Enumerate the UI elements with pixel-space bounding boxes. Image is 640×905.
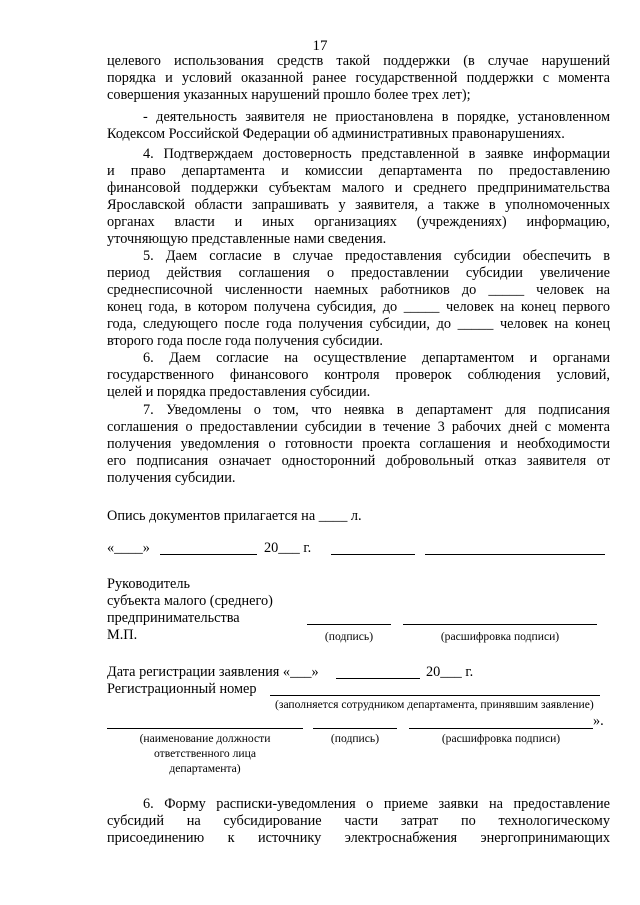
registration-month-blank: [336, 678, 420, 679]
text-line: года, следующего после года получения субсидии, до _____ человек на конец: [107, 316, 610, 332]
date-day: «____»: [107, 540, 150, 556]
text-line: второго года после года получения субсидии.: [107, 333, 383, 349]
text-line: получения уведомления о готовности проекта соглашения и необходимости: [107, 436, 610, 452]
text-line: период действия соглашения о предоставлении субсидии увеличение: [107, 265, 610, 281]
text-line: Кодексом Российской Федерации об административных правонарушениях.: [107, 126, 565, 142]
inventory-line: Опись документов прилагается на ____ л.: [107, 508, 362, 524]
head-signature-blank: [307, 624, 391, 625]
caption-position: департамента): [169, 762, 241, 775]
text-line: порядка и условий оказанной ранее государственной поддержки с момента: [107, 70, 610, 86]
registration-number-label: Регистрационный номер: [107, 681, 257, 697]
signature-role: предпринимательства: [107, 610, 240, 626]
closing-quote: ».: [593, 713, 604, 729]
text-line: получения субсидии.: [107, 470, 236, 486]
official-signature-blank: [313, 728, 397, 729]
official-decoding-blank: [409, 728, 593, 729]
text-line: финансовой поддержки субъектам малого и среднего предпринимательства: [107, 180, 610, 196]
text-line: уточняющую представленные нами сведения.: [107, 231, 387, 247]
name-blank: [425, 554, 605, 555]
page-number: 17: [312, 38, 328, 54]
text-line: 6. Даем согласие на осуществление департаментом и органами: [143, 350, 610, 366]
text-line: и право департамента и комиссии департамента по предоставлению: [107, 163, 610, 179]
caption-official-decoding: (расшифровка подписи): [441, 732, 561, 745]
signature-role: субъекта малого (среднего): [107, 593, 273, 609]
stamp-label: М.П.: [107, 627, 138, 643]
signature-role: Руководитель: [107, 576, 191, 592]
text-line: 5. Даем согласие в случае предоставления субсидии обеспечить в: [143, 248, 610, 264]
caption-position: (наименование должности: [139, 732, 271, 745]
text-line: субсидий на субсидирование части затрат по технологическому: [107, 813, 610, 829]
text-line: 4. Подтверждаем достоверность представленной в заявке информации: [143, 146, 610, 162]
head-decoding-blank: [403, 624, 597, 625]
text-line: соглашения о предоставлении субсидии в течение 3 рабочих дней с момента: [107, 419, 610, 435]
caption-signature: (подпись): [324, 630, 374, 643]
caption-decoding: (расшифровка подписи): [440, 630, 560, 643]
text-line: 7. Уведомлены о том, что неявка в департамент для подписания: [143, 402, 610, 418]
caption-official-signature: (подпись): [330, 732, 380, 745]
text-line: присоединению к источнику электроснабжения энергопринимающих: [107, 830, 610, 846]
text-line: совершения указанных нарушений прошло более трех лет);: [107, 87, 471, 103]
registration-number-blank: [270, 695, 600, 696]
text-line: 6. Форму расписки-уведомления о приеме заявки на предоставление: [143, 796, 610, 812]
text-line: целевого использования средств такой поддержки (в случае нарушений: [107, 53, 610, 69]
caption-position: ответственного лица: [154, 747, 256, 760]
date-month-blank: [160, 554, 257, 555]
registration-year: 20___ г.: [426, 664, 474, 680]
text-line: органах власти и иных организациях (учреждениях) информацию,: [107, 214, 610, 230]
text-line: его подписания означает односторонний добровольный отказ заявителя от: [107, 453, 610, 469]
text-line: - деятельность заявителя не приостановлена в порядке, установленном: [143, 109, 610, 125]
text-line: целей и порядка предоставления субсидии.: [107, 384, 371, 400]
text-line: среднесписочной численности наемных работников до _____ человек на: [107, 282, 610, 298]
text-line: Ярославской области запрашивать у заявителя, а также в уполномоченных: [107, 197, 610, 213]
signature-blank: [331, 554, 415, 555]
registration-date-label: Дата регистрации заявления «___»: [107, 664, 319, 680]
registration-filled-caption: (заполняется сотрудником департамента, принявшим заявление): [275, 698, 594, 711]
text-line: конец года, в котором получена субсидия, до _____ человек на конец первого: [107, 299, 610, 315]
date-year: 20___ г.: [264, 540, 312, 556]
position-blank: [107, 728, 303, 729]
text-line: государственного финансового контроля проверок соблюдения условий,: [107, 367, 610, 383]
